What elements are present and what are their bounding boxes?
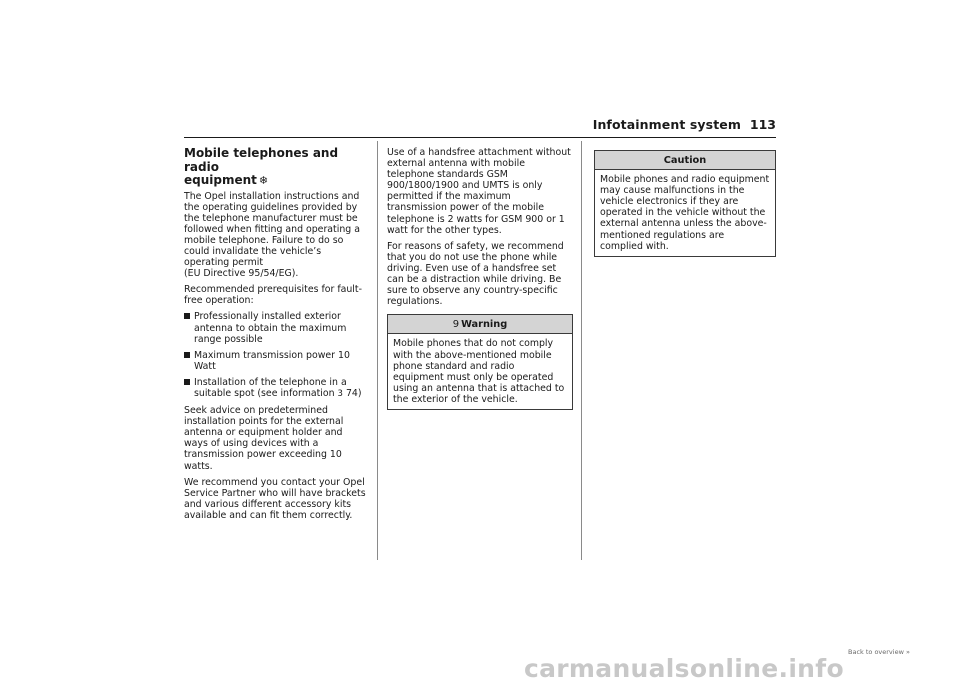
list-item-text: Installation of the telephone in a suitable spot (see information [194, 376, 347, 399]
list-item-text: Maximum transmission power 10 Watt [194, 349, 350, 372]
heading-line-1: Mobile telephones and radio [184, 146, 339, 174]
watermark: carmanualsonline.info [524, 654, 844, 683]
list-item [184, 311, 368, 344]
list-item [184, 377, 368, 400]
bullet-square-icon [184, 379, 190, 385]
page-reference-link[interactable]: 74) [345, 388, 362, 399]
directive-reference: (EU Directive 95/54/EG). [184, 268, 299, 280]
bullet-square-icon [184, 313, 190, 319]
warning-body: Mobile phones that do not comply with the above-mentioned mobile phone standard and radio equipment must only be operated using an antenna that is attached to the exterior of the vehicle. [393, 338, 565, 405]
intro-text: The Opel installation instructions and the operating guidelines provided by the telephone manufacturer must be followed when fitting and operating a mobile telephone. Failure to do so could invalidate the vehicle’s operating permit [184, 190, 360, 269]
caution-box [594, 150, 776, 257]
prerequisites-list [184, 311, 368, 400]
list-item-text: Professionally installed exterior antenna to obtain the maximum range possible [194, 311, 347, 345]
intro-paragraph [184, 191, 368, 280]
list-item [184, 350, 368, 372]
warning-title: Warning [461, 319, 508, 331]
safety-paragraph: For reasons of safety, we recommend that you do not use the phone while driving. Even use of a handsfree set can be a distraction while driving. Be sure to observe any country-specific regulations. [387, 240, 564, 308]
page-header [184, 117, 776, 138]
warning-box [387, 314, 573, 410]
handsfree-paragraph: Use of a handsfree attachment without external antenna with mobile telephone standards GSM 900/1800/1900 and UMTS is only permitted if the maximum transmission power of the mobile telephone is 2 watts for GSM 900 or 1 watt for the other types. [387, 147, 571, 236]
warning-icon: 9 [452, 319, 460, 331]
section-title: Infotainment system [592, 117, 741, 132]
column-right [594, 147, 776, 257]
prerequisites-intro: Recommended prerequisites for fault-free operation: [184, 284, 362, 307]
heading-line-2: equipment [184, 173, 257, 187]
section-heading [184, 147, 368, 188]
caution-header: Caution [595, 151, 775, 170]
column-left [184, 147, 368, 526]
snowflake-icon: ❄ [258, 174, 269, 187]
service-partner-paragraph: We recommend you contact your Opel Service Partner who will have brackets and various different accessory kits available and can fit them correctly. [184, 476, 366, 521]
column-divider-right [581, 141, 582, 560]
page-number: 113 [749, 117, 776, 132]
bullet-square-icon [184, 352, 190, 358]
double-arrow-icon: » [905, 648, 910, 656]
advice-paragraph: Seek advice on predetermined installation points for the external antenna or equipment holder and ways of using devices with a transmission power exceeding 10 watts. [184, 405, 344, 472]
warning-header [388, 315, 572, 334]
column-middle [387, 147, 573, 410]
back-link-text: Back to overview [848, 648, 904, 656]
back-to-overview-link[interactable] [848, 648, 910, 656]
caution-body: Mobile phones and radio equipment may cause malfunctions in the vehicle electronics if they are operated in the vehicle without the external antenna unless the above-mentioned regulations are complied with. [600, 174, 770, 252]
column-divider-left [377, 141, 378, 560]
page-reference-icon: 3 [337, 389, 343, 399]
